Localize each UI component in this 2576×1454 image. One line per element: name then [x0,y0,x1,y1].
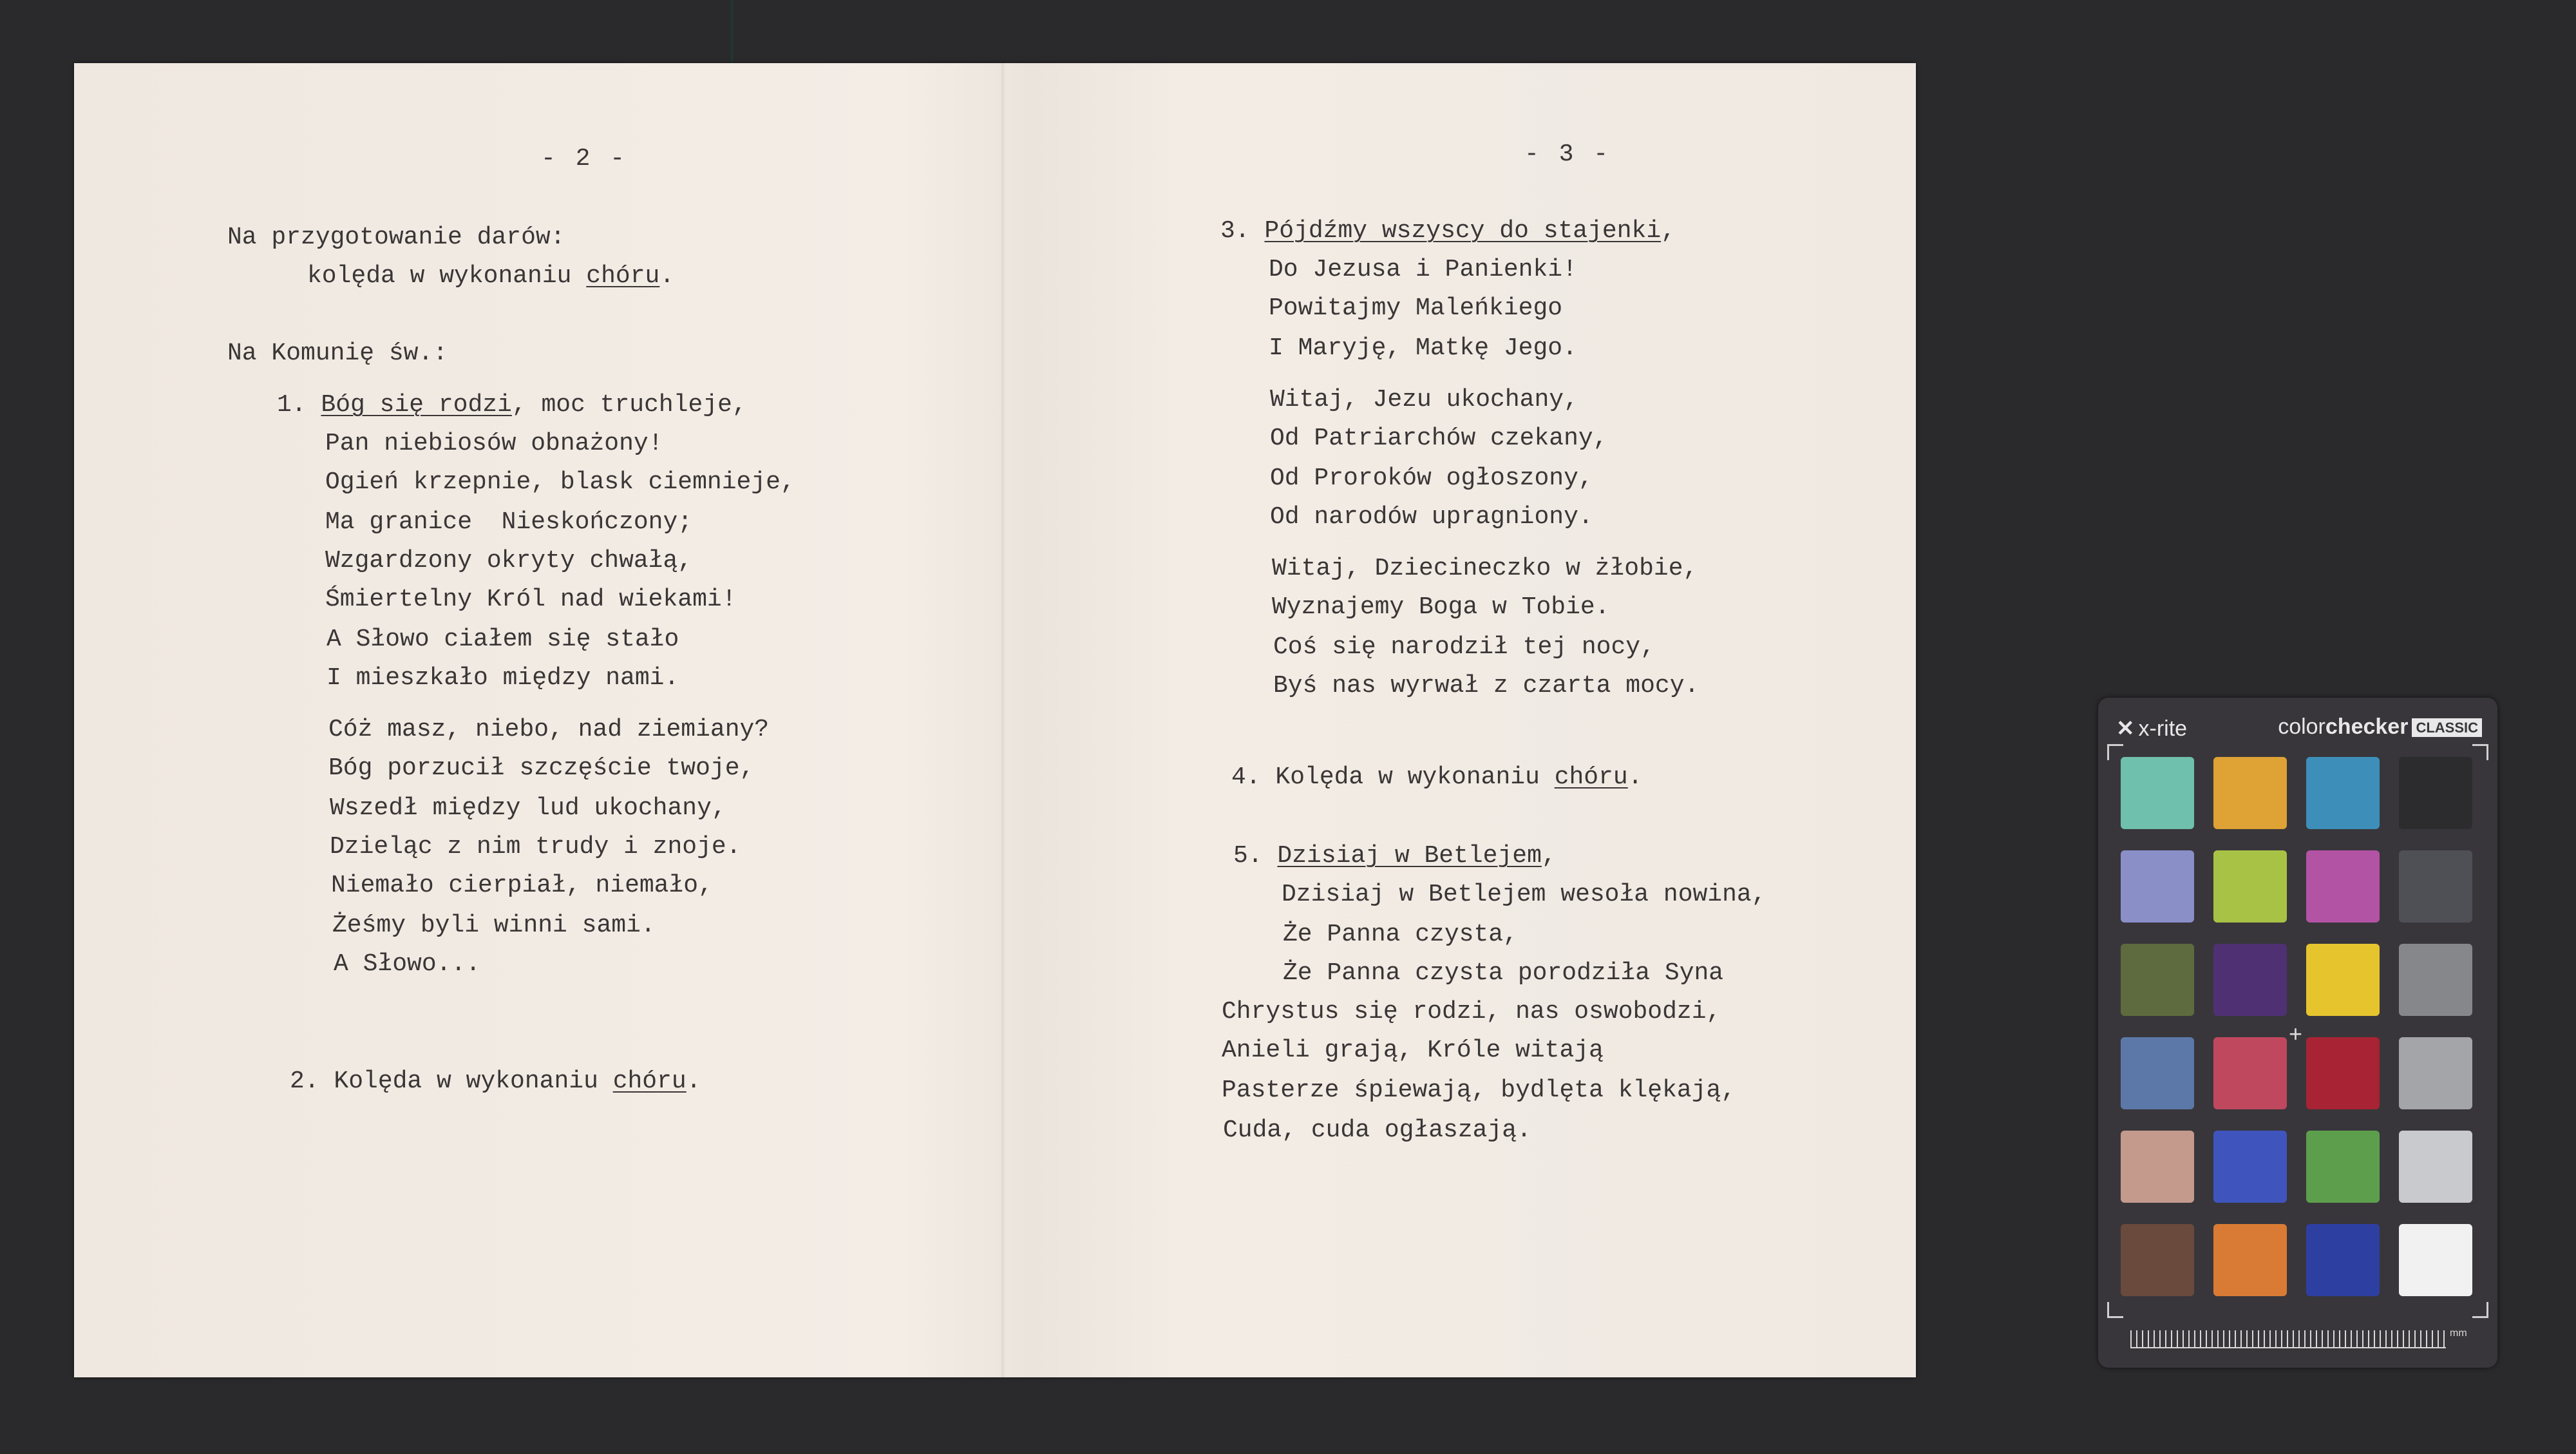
color-patch [2213,944,2287,1016]
text-line: Od narodów upragniony. [1270,503,1593,531]
color-patch [2213,1037,2287,1109]
product-name: colorchecker CLASSIC [2278,714,2482,740]
text-line: Pasterze śpiewają, bydlęta klękają, [1222,1076,1736,1104]
mm-ruler [2130,1330,2446,1348]
text-line: Chrystus się rodzi, nas oswobodzi, [1222,998,1721,1026]
color-patch [2213,1131,2287,1203]
color-patch [2399,1037,2472,1109]
underlined-title: Bóg się rodzi [321,391,512,419]
color-patch [2213,850,2287,923]
text-line: Na Komunię św.: [227,340,448,367]
text-line: A Słowo ciałem się stało [327,626,679,653]
text-line: Niemało cierpiał, niemało, [331,872,713,899]
underlined-word: chóru [586,262,660,290]
color-patch [2306,944,2380,1016]
text-line: Że Panna czysta porodziła Syna [1283,959,1724,987]
color-patch [2121,1131,2194,1203]
color-patch [2306,1224,2380,1296]
xrite-logo-icon: ✕ [2116,716,2135,741]
text-line: I mieszkało między nami. [327,664,679,692]
document-sheet [74,63,1916,1377]
text-line: Byś nas wyrwał z czarta mocy. [1273,672,1700,700]
text-line: Cóż masz, niebo, nad ziemiany? [328,716,770,743]
underlined-title: Dzisiaj w Betlejem [1277,842,1542,870]
color-patch [2121,944,2194,1016]
text-line: 2. Kolęda w wykonaniu chóru. [290,1067,701,1095]
text-line: Coś się narodził tej nocy, [1273,633,1655,661]
text-line: Wszedł między lud ukochany, [330,794,726,822]
page-right [1001,63,1916,1377]
color-patch [2399,850,2472,923]
color-patch [2213,757,2287,829]
text-line: Powitajmy Maleńkiego [1269,294,1563,322]
color-patch [2306,850,2380,923]
page-number: - 2 - [541,145,628,173]
color-patch [2306,757,2380,829]
text-line: Że Panna czysta, [1283,921,1518,948]
text-line: 4. Kolęda w wykonaniu chóru. [1231,763,1643,791]
text-line: Od Patriarchów czekany, [1270,425,1608,452]
text-line: Ogień krzepnie, blask ciemnieje, [325,468,795,496]
color-patch [2399,1131,2472,1203]
text-line: Żeśmy byli winni sami. [332,912,656,939]
text-line: Śmiertelny Król nad wiekami! [325,586,737,613]
text-line: Wzgardzony okryty chwałą, [325,547,693,575]
text-line: Dzisiaj w Betlejem wesoła nowina, [1282,881,1766,908]
text-line: Dzieląc z nim trudy i znoje. [330,833,741,861]
text-line: Od Proroków ogłoszony, [1270,464,1593,492]
text-line: Anieli grają, Króle witają [1222,1037,1604,1064]
underlined-word: chóru [1554,763,1628,791]
text-line: 1. Bóg się rodzi, moc truchleje, [277,391,747,419]
text-line: Na przygotowanie darów: [227,224,565,251]
text-line: Witaj, Jezu ukochany, [1270,386,1578,414]
color-patch [2306,1131,2380,1203]
underlined-word: chóru [612,1067,687,1095]
color-patch [2399,944,2472,1016]
color-patch [2121,850,2194,923]
color-patch [2213,1224,2287,1296]
classic-badge: CLASSIC [2412,718,2482,737]
color-patch [2121,1224,2194,1296]
text-line: 5. Dzisiaj w Betlejem, [1233,842,1557,870]
page-number: - 3 - [1524,140,1611,168]
text-line: 3. Pójdźmy wszyscy do stajenki, [1220,217,1676,245]
color-checker-card [2098,698,2497,1368]
text-line: kolęda w wykonaniu chóru. [307,262,675,290]
underlined-title: Pójdźmy wszyscy do stajenki [1264,217,1662,245]
text-line: A Słowo... [334,950,481,978]
color-patch [2399,757,2472,829]
text-line: Bóg porzucił szczęście twoje, [328,754,755,782]
corner-mark [2107,1302,2123,1318]
color-patch [2306,1037,2380,1109]
page-left [74,63,1001,1377]
text-line: Cuda, cuda ogłaszają. [1223,1116,1531,1144]
crosshair-icon: + [2289,1020,2303,1047]
text-line: Ma granice Nieskończony; [325,508,693,536]
text-line: I Maryję, Matkę Jego. [1269,334,1577,362]
color-patch [2121,1037,2194,1109]
text-line: Wyznajemy Boga w Tobie. [1272,593,1610,621]
text-line: Do Jezusa i Panienki! [1269,256,1577,283]
corner-mark [2472,1302,2488,1318]
color-patch [2399,1224,2472,1296]
color-patch [2121,757,2194,829]
ruler-unit: mm [2450,1328,2467,1339]
text-line: Pan niebiosów obnażony! [325,430,663,457]
text-line: Witaj, Dziecineczko w żłobie, [1272,555,1698,582]
brand-logo: ✕ x-rite [2116,716,2188,741]
